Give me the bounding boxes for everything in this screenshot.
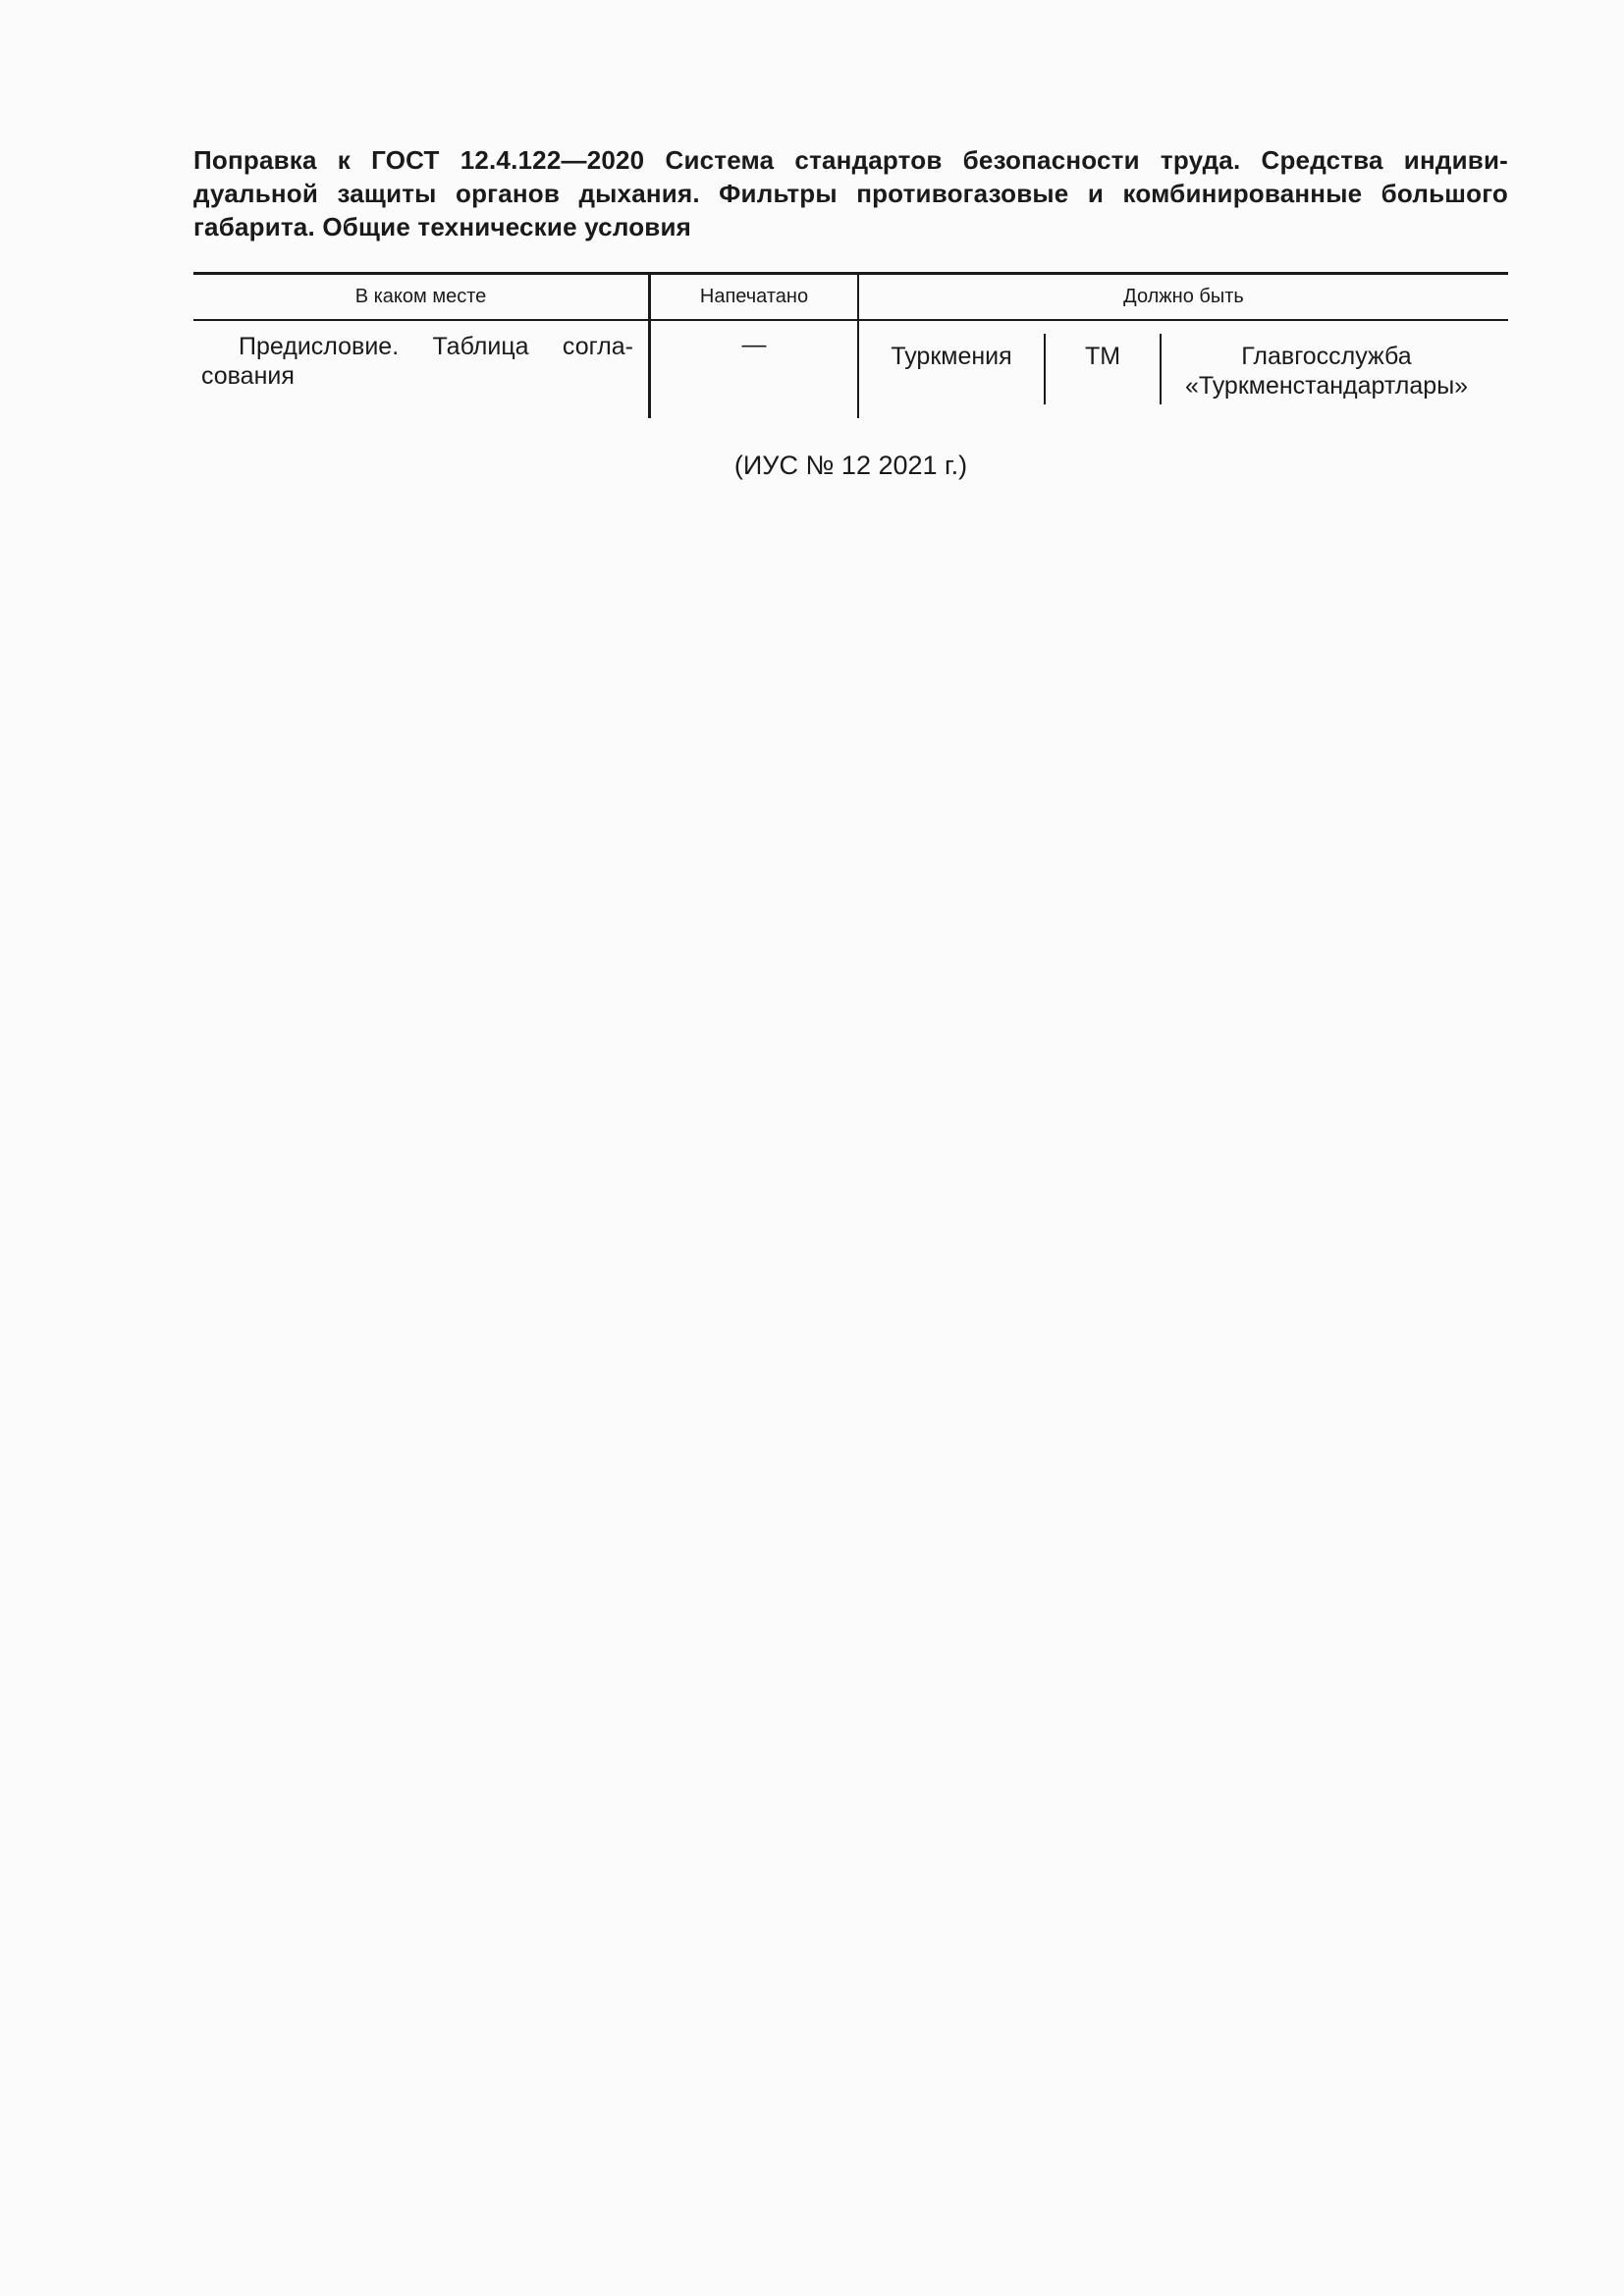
- cell-country: Туркмения: [891, 343, 1012, 370]
- cell-printed: —: [741, 331, 767, 358]
- header-printed: Напечатано: [699, 286, 809, 307]
- cell-country-code: ТМ: [1084, 343, 1121, 370]
- cell-organization-line-1: Главгосслужба: [1241, 343, 1412, 370]
- title-line-1: Поправка к ГОСТ 12.4.122—2020 Система стандартов безопасности труда. Средства индиви-: [193, 145, 1508, 175]
- header-where: В каком месте: [354, 286, 487, 307]
- cell-place: [201, 332, 633, 391]
- title-line-3: габарита. Общие технические условия: [193, 212, 692, 241]
- title-line-2: дуальной защиты органов дыхания. Фильтры противогазовые и комбинированные большого: [193, 179, 1508, 208]
- cell-place-line-2: сования: [201, 362, 295, 390]
- header-should-be: Должно быть: [1123, 286, 1244, 307]
- cell-organization-line-2: «Туркменстандартлары»: [1184, 372, 1469, 400]
- cell-place-line-1: Предисловие. Таблица согла-: [239, 333, 633, 360]
- table-top-rule: [193, 272, 1508, 275]
- amendment-title: [193, 143, 1508, 243]
- source-reference: (ИУС № 12 2021 г.): [733, 451, 968, 480]
- cell-organization: [1162, 342, 1491, 400]
- table-header-rule: [193, 319, 1508, 321]
